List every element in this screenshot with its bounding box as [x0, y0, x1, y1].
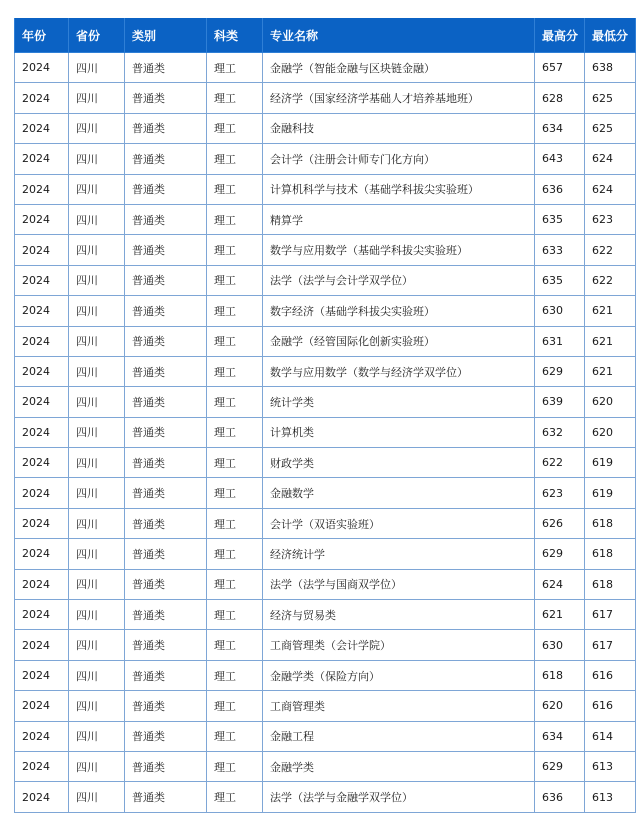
header-province: 省份: [69, 18, 125, 53]
header-subject: 科类: [207, 18, 263, 53]
cell-province: 四川: [69, 174, 125, 204]
header-min-score: 最低分: [585, 18, 636, 53]
cell-min-score: 623: [585, 204, 636, 234]
cell-max-score: 620: [535, 691, 585, 721]
cell-province: 四川: [69, 113, 125, 143]
table-row: [15, 569, 636, 599]
table-row: [15, 296, 636, 326]
cell-year: 2024: [15, 356, 69, 386]
cell-min-score: 616: [585, 691, 636, 721]
cell-subject: 理工: [207, 83, 263, 113]
cell-year: 2024: [15, 630, 69, 660]
cell-year: 2024: [15, 53, 69, 83]
table-row: [15, 751, 636, 781]
cell-major: 统计学类: [263, 387, 535, 417]
table-row: [15, 326, 636, 356]
cell-province: 四川: [69, 296, 125, 326]
cell-year: 2024: [15, 174, 69, 204]
cell-province: 四川: [69, 53, 125, 83]
cell-province: 四川: [69, 630, 125, 660]
header-row: [15, 18, 636, 53]
cell-subject: 理工: [207, 751, 263, 781]
cell-max-score: 657: [535, 53, 585, 83]
cell-min-score: 620: [585, 417, 636, 447]
table-row: [15, 539, 636, 569]
cell-min-score: 622: [585, 235, 636, 265]
cell-province: 四川: [69, 326, 125, 356]
cell-category: 普通类: [125, 660, 207, 690]
cell-category: 普通类: [125, 630, 207, 660]
cell-major: 金融学（经管国际化创新实验班）: [263, 326, 535, 356]
table-row: [15, 508, 636, 538]
cell-max-score: 630: [535, 296, 585, 326]
table-row: [15, 235, 636, 265]
table-row: [15, 144, 636, 174]
table-row: [15, 478, 636, 508]
cell-category: 普通类: [125, 83, 207, 113]
cell-year: 2024: [15, 83, 69, 113]
cell-major: 金融学类（保险方向）: [263, 660, 535, 690]
cell-min-score: 618: [585, 508, 636, 538]
cell-subject: 理工: [207, 204, 263, 234]
cell-subject: 理工: [207, 539, 263, 569]
cell-province: 四川: [69, 691, 125, 721]
cell-category: 普通类: [125, 387, 207, 417]
cell-province: 四川: [69, 569, 125, 599]
cell-province: 四川: [69, 144, 125, 174]
cell-major: 金融数学: [263, 478, 535, 508]
cell-category: 普通类: [125, 53, 207, 83]
admission-score-table: [14, 18, 636, 813]
cell-major: 经济与贸易类: [263, 600, 535, 630]
cell-subject: 理工: [207, 508, 263, 538]
cell-min-score: 624: [585, 174, 636, 204]
cell-subject: 理工: [207, 691, 263, 721]
cell-province: 四川: [69, 600, 125, 630]
cell-major: 数字经济（基础学科拔尖实验班）: [263, 296, 535, 326]
cell-max-score: 632: [535, 417, 585, 447]
cell-category: 普通类: [125, 508, 207, 538]
cell-year: 2024: [15, 326, 69, 356]
cell-max-score: 629: [535, 356, 585, 386]
cell-category: 普通类: [125, 265, 207, 295]
cell-year: 2024: [15, 113, 69, 143]
table-row: [15, 721, 636, 751]
cell-province: 四川: [69, 478, 125, 508]
table-row: [15, 691, 636, 721]
table-row: [15, 782, 636, 812]
cell-province: 四川: [69, 660, 125, 690]
table-row: [15, 660, 636, 690]
cell-province: 四川: [69, 235, 125, 265]
cell-year: 2024: [15, 508, 69, 538]
table-row: [15, 417, 636, 447]
table-header: [15, 18, 636, 53]
cell-subject: 理工: [207, 144, 263, 174]
cell-major: 会计学（双语实验班）: [263, 508, 535, 538]
cell-year: 2024: [15, 296, 69, 326]
table-row: [15, 600, 636, 630]
cell-category: 普通类: [125, 204, 207, 234]
cell-year: 2024: [15, 265, 69, 295]
cell-max-score: 629: [535, 751, 585, 781]
cell-subject: 理工: [207, 53, 263, 83]
cell-major: 会计学（注册会计师专门化方向）: [263, 144, 535, 174]
cell-subject: 理工: [207, 478, 263, 508]
cell-subject: 理工: [207, 174, 263, 204]
header-max-score: 最高分: [535, 18, 585, 53]
table-row: [15, 174, 636, 204]
cell-major: 经济学（国家经济学基础人才培养基地班）: [263, 83, 535, 113]
cell-major: 精算学: [263, 204, 535, 234]
cell-max-score: 635: [535, 265, 585, 295]
cell-max-score: 631: [535, 326, 585, 356]
cell-min-score: 621: [585, 296, 636, 326]
cell-major: 工商管理类（会计学院）: [263, 630, 535, 660]
cell-major: 法学（法学与国商双学位）: [263, 569, 535, 599]
cell-subject: 理工: [207, 387, 263, 417]
cell-min-score: 621: [585, 326, 636, 356]
cell-category: 普通类: [125, 539, 207, 569]
cell-category: 普通类: [125, 174, 207, 204]
cell-min-score: 619: [585, 448, 636, 478]
cell-province: 四川: [69, 448, 125, 478]
cell-province: 四川: [69, 387, 125, 417]
cell-year: 2024: [15, 539, 69, 569]
table-row: [15, 356, 636, 386]
cell-category: 普通类: [125, 417, 207, 447]
cell-major: 计算机类: [263, 417, 535, 447]
cell-max-score: 629: [535, 539, 585, 569]
cell-subject: 理工: [207, 448, 263, 478]
cell-year: 2024: [15, 600, 69, 630]
cell-min-score: 625: [585, 113, 636, 143]
cell-year: 2024: [15, 691, 69, 721]
cell-min-score: 613: [585, 782, 636, 812]
cell-year: 2024: [15, 751, 69, 781]
cell-subject: 理工: [207, 265, 263, 295]
cell-category: 普通类: [125, 600, 207, 630]
table-row: [15, 387, 636, 417]
cell-major: 工商管理类: [263, 691, 535, 721]
cell-subject: 理工: [207, 356, 263, 386]
cell-max-score: 626: [535, 508, 585, 538]
cell-category: 普通类: [125, 296, 207, 326]
cell-min-score: 619: [585, 478, 636, 508]
cell-max-score: 630: [535, 630, 585, 660]
cell-category: 普通类: [125, 478, 207, 508]
cell-major: 数学与应用数学（数学与经济学双学位）: [263, 356, 535, 386]
cell-subject: 理工: [207, 630, 263, 660]
cell-min-score: 618: [585, 569, 636, 599]
cell-province: 四川: [69, 83, 125, 113]
cell-max-score: 636: [535, 782, 585, 812]
cell-subject: 理工: [207, 326, 263, 356]
table-row: [15, 113, 636, 143]
cell-max-score: 618: [535, 660, 585, 690]
cell-major: 金融科技: [263, 113, 535, 143]
cell-province: 四川: [69, 204, 125, 234]
cell-major: 金融工程: [263, 721, 535, 751]
cell-max-score: 624: [535, 569, 585, 599]
cell-category: 普通类: [125, 569, 207, 599]
cell-min-score: 618: [585, 539, 636, 569]
cell-subject: 理工: [207, 721, 263, 751]
cell-max-score: 636: [535, 174, 585, 204]
cell-subject: 理工: [207, 235, 263, 265]
table-body: [15, 53, 636, 813]
cell-major: 数学与应用数学（基础学科拔尖实验班）: [263, 235, 535, 265]
table-row: [15, 83, 636, 113]
table-row: [15, 204, 636, 234]
cell-max-score: 634: [535, 721, 585, 751]
cell-category: 普通类: [125, 113, 207, 143]
cell-min-score: 614: [585, 721, 636, 751]
cell-province: 四川: [69, 356, 125, 386]
table-row: [15, 448, 636, 478]
cell-major: 法学（法学与会计学双学位）: [263, 265, 535, 295]
cell-province: 四川: [69, 417, 125, 447]
cell-major: 计算机科学与技术（基础学科拔尖实验班）: [263, 174, 535, 204]
cell-subject: 理工: [207, 569, 263, 599]
cell-year: 2024: [15, 569, 69, 599]
score-table-container: [14, 18, 635, 813]
cell-max-score: 628: [535, 83, 585, 113]
cell-province: 四川: [69, 265, 125, 295]
cell-category: 普通类: [125, 326, 207, 356]
cell-major: 财政学类: [263, 448, 535, 478]
cell-year: 2024: [15, 478, 69, 508]
cell-category: 普通类: [125, 721, 207, 751]
cell-category: 普通类: [125, 782, 207, 812]
cell-province: 四川: [69, 721, 125, 751]
cell-category: 普通类: [125, 144, 207, 174]
table-row: [15, 630, 636, 660]
cell-major: 法学（法学与金融学双学位）: [263, 782, 535, 812]
cell-subject: 理工: [207, 782, 263, 812]
cell-max-score: 622: [535, 448, 585, 478]
cell-year: 2024: [15, 721, 69, 751]
cell-subject: 理工: [207, 113, 263, 143]
cell-min-score: 621: [585, 356, 636, 386]
cell-min-score: 624: [585, 144, 636, 174]
cell-year: 2024: [15, 235, 69, 265]
cell-subject: 理工: [207, 660, 263, 690]
cell-subject: 理工: [207, 600, 263, 630]
cell-year: 2024: [15, 387, 69, 417]
cell-max-score: 634: [535, 113, 585, 143]
cell-year: 2024: [15, 660, 69, 690]
header-major: 专业名称: [263, 18, 535, 53]
cell-year: 2024: [15, 448, 69, 478]
cell-max-score: 643: [535, 144, 585, 174]
cell-min-score: 616: [585, 660, 636, 690]
cell-year: 2024: [15, 417, 69, 447]
cell-min-score: 625: [585, 83, 636, 113]
cell-max-score: 635: [535, 204, 585, 234]
cell-max-score: 621: [535, 600, 585, 630]
cell-min-score: 622: [585, 265, 636, 295]
table-row: [15, 53, 636, 83]
cell-year: 2024: [15, 144, 69, 174]
cell-major: 经济统计学: [263, 539, 535, 569]
cell-min-score: 613: [585, 751, 636, 781]
table-row: [15, 265, 636, 295]
cell-min-score: 617: [585, 600, 636, 630]
cell-min-score: 638: [585, 53, 636, 83]
cell-category: 普通类: [125, 448, 207, 478]
cell-max-score: 639: [535, 387, 585, 417]
cell-max-score: 623: [535, 478, 585, 508]
cell-major: 金融学（智能金融与区块链金融）: [263, 53, 535, 83]
cell-year: 2024: [15, 782, 69, 812]
cell-subject: 理工: [207, 417, 263, 447]
cell-min-score: 617: [585, 630, 636, 660]
cell-province: 四川: [69, 539, 125, 569]
cell-min-score: 620: [585, 387, 636, 417]
cell-province: 四川: [69, 751, 125, 781]
cell-category: 普通类: [125, 751, 207, 781]
header-category: 类别: [125, 18, 207, 53]
cell-category: 普通类: [125, 356, 207, 386]
cell-province: 四川: [69, 508, 125, 538]
cell-category: 普通类: [125, 235, 207, 265]
cell-year: 2024: [15, 204, 69, 234]
cell-subject: 理工: [207, 296, 263, 326]
cell-max-score: 633: [535, 235, 585, 265]
header-year: 年份: [15, 18, 69, 53]
cell-province: 四川: [69, 782, 125, 812]
cell-category: 普通类: [125, 691, 207, 721]
cell-major: 金融学类: [263, 751, 535, 781]
